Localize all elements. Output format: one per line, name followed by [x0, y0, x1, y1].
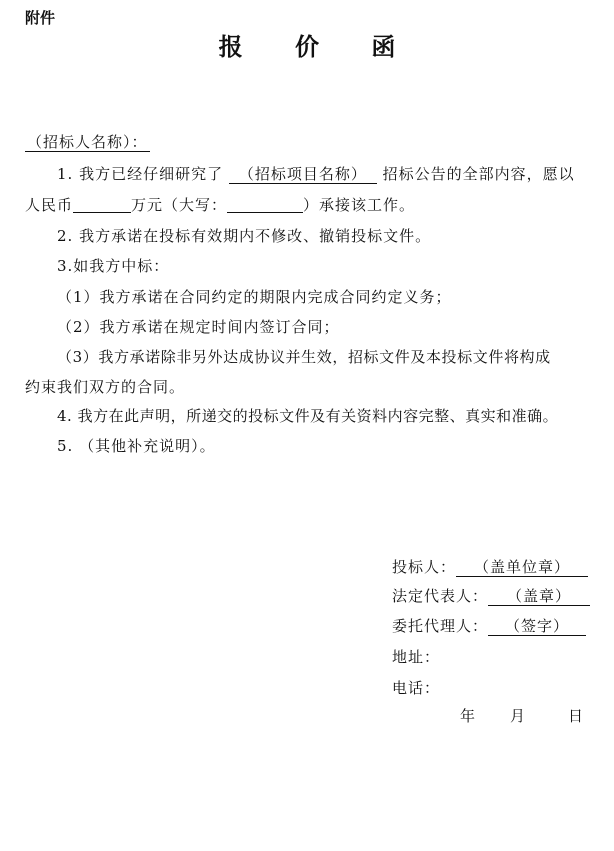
item-4: 4. 我方在此声明，所递交的投标文件及有关资料内容完整、真实和准确。: [57, 407, 559, 425]
bidder-seal-field: （盖单位章）: [456, 559, 588, 577]
item-3-3-line-1: （3）我方承诺除非另外达成协议并生效，招标文件及本投标文件将构成: [57, 348, 551, 366]
item-1-line-2: [25, 194, 415, 215]
bidder-label: 投标人：: [392, 558, 457, 576]
date-month: 月: [510, 707, 527, 725]
item-3-3-line-2: 约束我们双方的合同。: [25, 378, 186, 396]
legal-rep-row: [392, 585, 590, 606]
item-5: 5. （其他补充说明）。: [57, 437, 216, 455]
amount-uppercase-label: 万元（大写：: [131, 196, 228, 214]
agent-signature-field: （签字）: [488, 618, 586, 636]
address-label: 地址：: [392, 648, 441, 666]
date-year: 年: [460, 707, 477, 725]
phone-label: 电话：: [392, 679, 441, 697]
attachment-label: 附件: [25, 9, 56, 27]
item-3-2: （2）我方承诺在规定时间内签订合同；: [57, 318, 340, 336]
bidder-row: [392, 556, 588, 577]
legal-rep-seal-field: （盖章）: [488, 588, 590, 606]
item-2: 2. 我方承诺在投标有效期内不修改、撤销投标文件。: [57, 227, 432, 245]
item-1-end: ）承接该工作。: [303, 196, 416, 214]
date-day: 日: [568, 707, 585, 725]
item-1-line-1: [57, 163, 575, 184]
project-name-field: （招标项目名称）: [229, 166, 377, 184]
amount-uppercase-blank: [227, 197, 303, 213]
item-1-prefix: 1. 我方已经仔细研究了: [57, 165, 224, 183]
agent-label: 委托代理人：: [392, 617, 489, 635]
legal-rep-label: 法定代表人：: [392, 587, 489, 605]
item-1-suffix: 招标公告的全部内容，愿以: [382, 165, 575, 183]
item-3-1: （1）我方承诺在合同约定的期限内完成合同约定义务；: [57, 288, 452, 306]
item-3: 3.如我方中标：: [57, 257, 170, 275]
addressee-line: [25, 133, 150, 152]
page-title: 报 价 函: [218, 32, 418, 61]
amount-blank: [73, 197, 131, 213]
currency-label: 人民币: [25, 196, 74, 214]
agent-row: [392, 615, 586, 636]
addressee: （招标人名称）：: [27, 133, 148, 151]
